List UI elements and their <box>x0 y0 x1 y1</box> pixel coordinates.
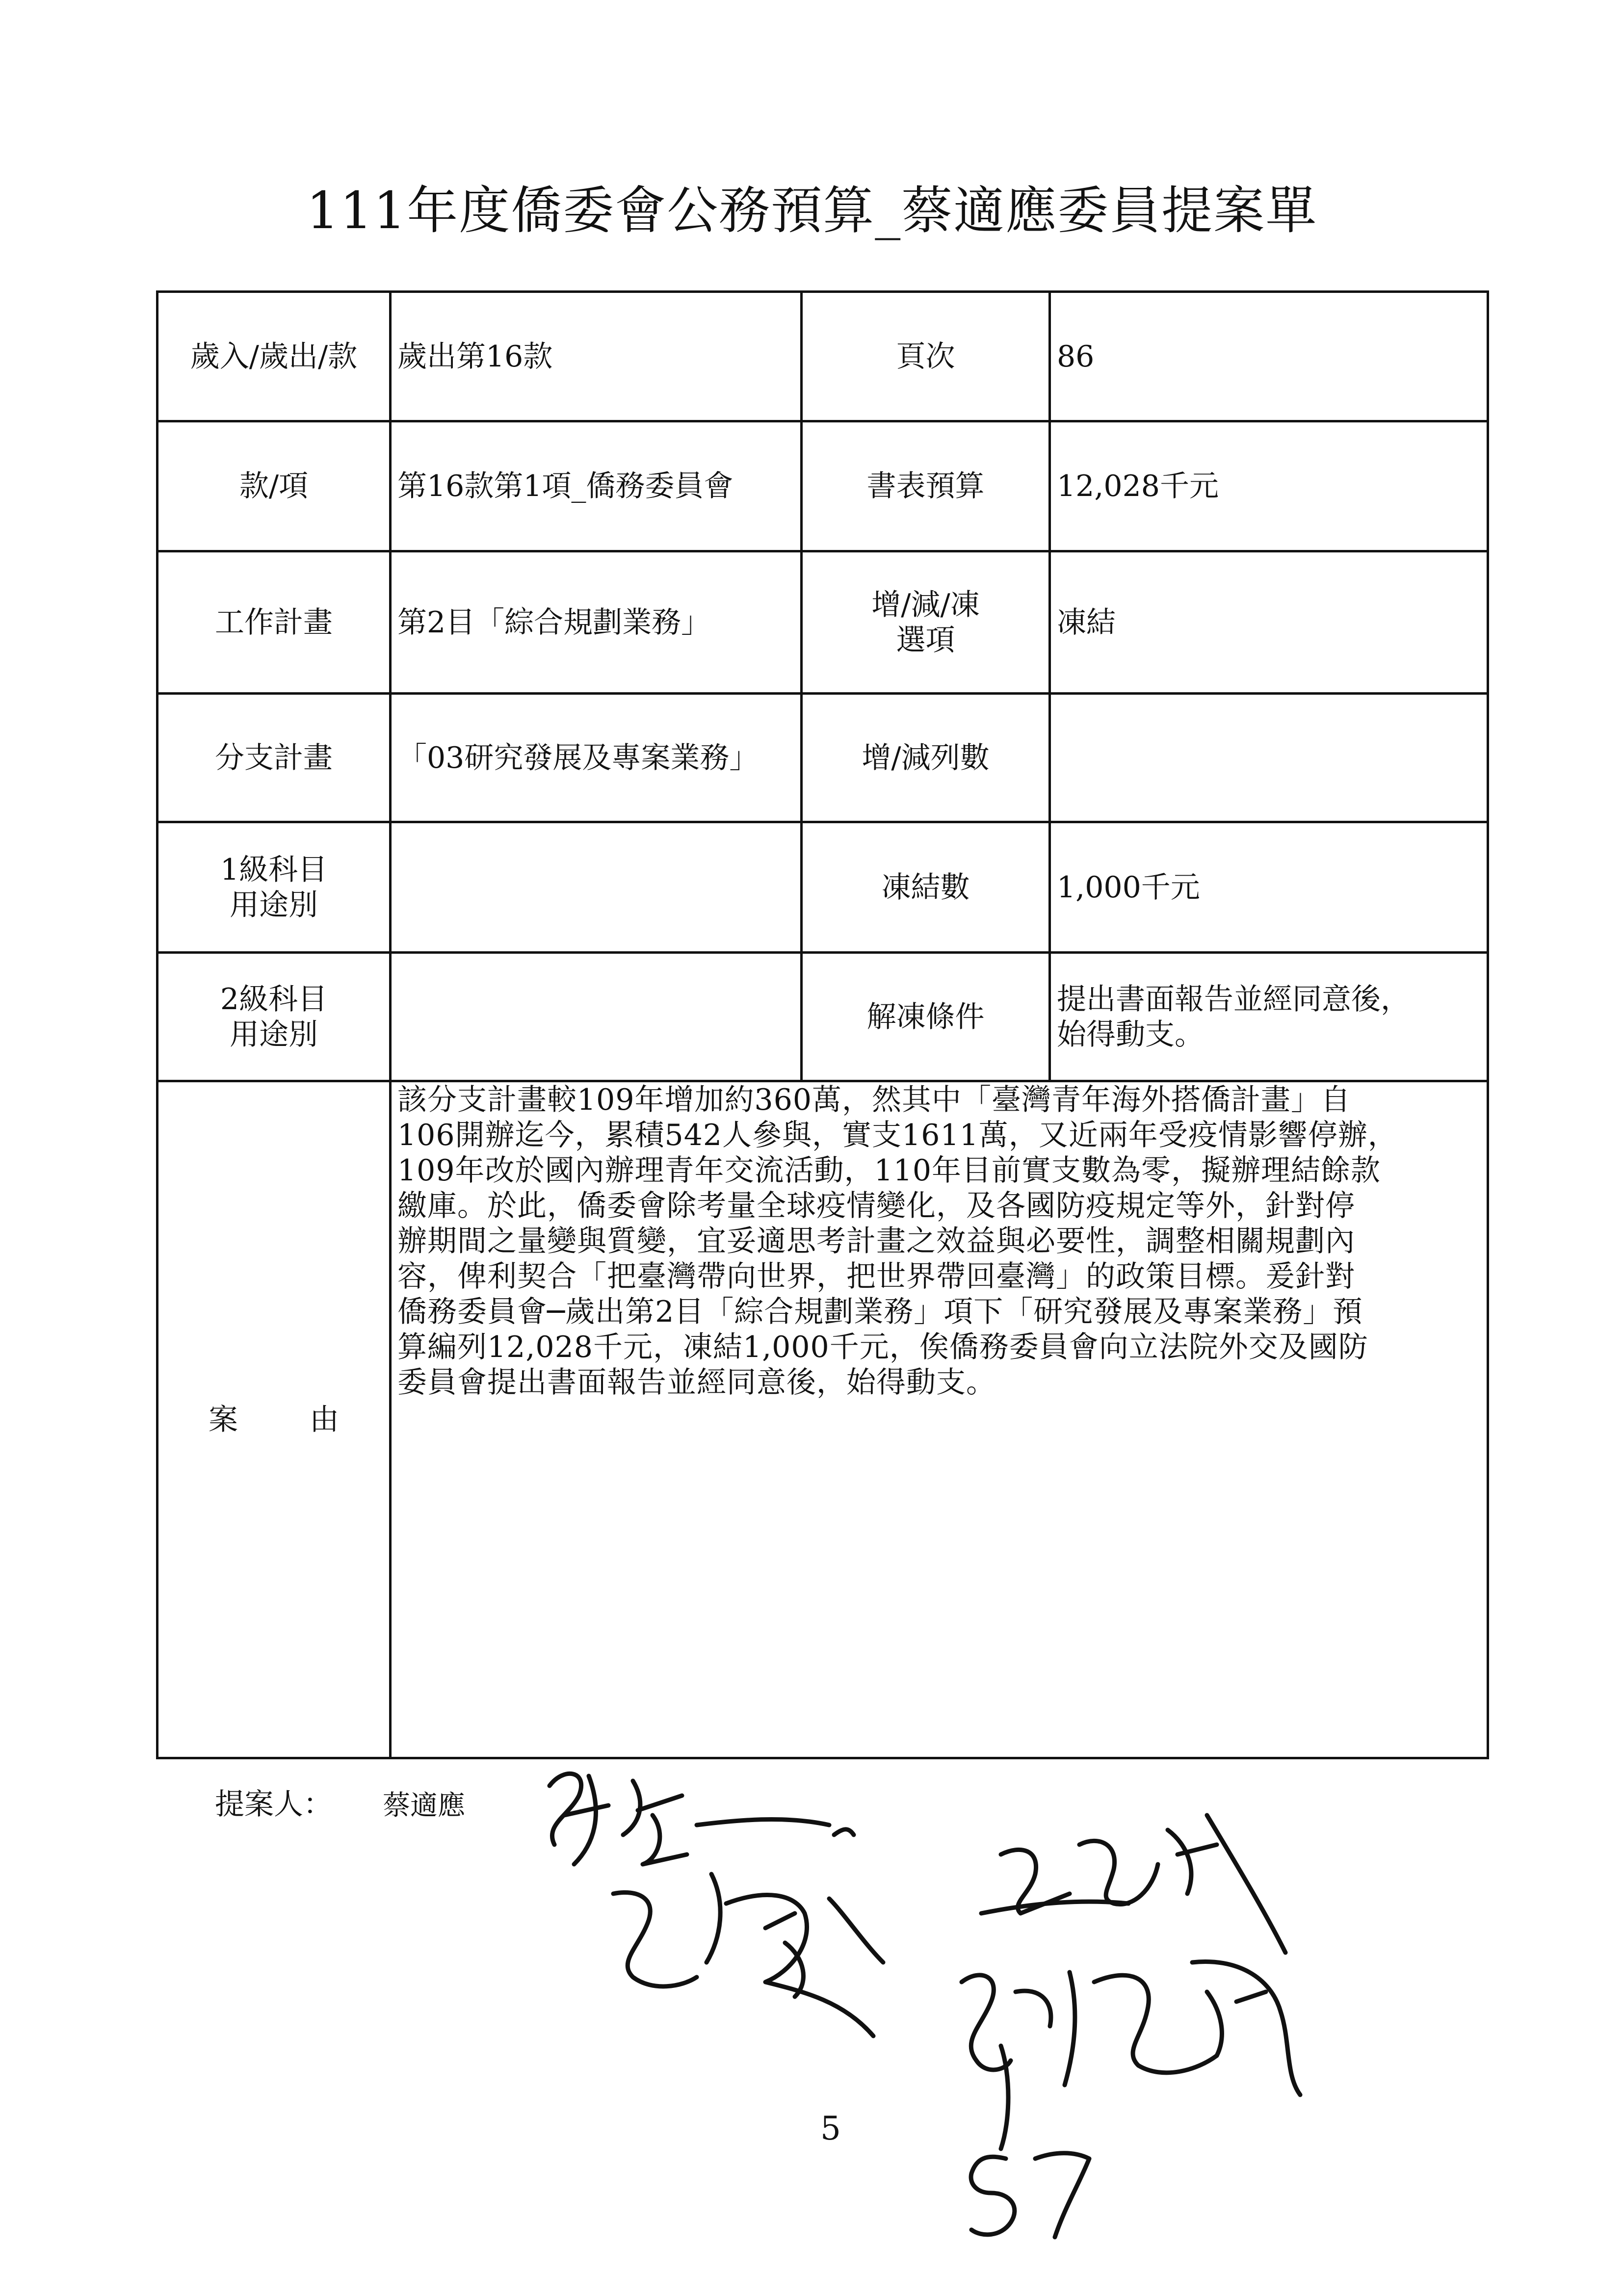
label-reason-char1: 案 <box>209 1402 238 1437</box>
value-page: 86 <box>1050 292 1488 421</box>
reason-line: 該分支計畫較109年增加約360萬，然其中「臺灣青年海外搭僑計畫」自 <box>397 1083 1351 1117</box>
reason-line: 109年改於國內辦理青年交流活動，110年目前實支數為零，擬辦理結餘款 <box>397 1153 1381 1188</box>
label-report-budget: 書表預算 <box>802 421 1050 551</box>
handwritten-signature-3 <box>981 1815 1285 1953</box>
reason-line: 容，俾利契合「把臺灣帶向世界，把世界帶回臺灣」的政策目標。爰針對 <box>397 1259 1355 1294</box>
unfreeze-condition-line1: 提出書面報告並經同意後， <box>1057 982 1410 1017</box>
proposer-label: 提案人： <box>215 1787 333 1822</box>
label-section-item: 款/項 <box>157 421 391 551</box>
reason-line: 辦期間之量變與質變，宜妥適思考計畫之效益與必要性，調整相關規劃內 <box>397 1224 1355 1258</box>
handwritten-signature-4 <box>962 1961 1300 2149</box>
value-branch-plan: 「03研究發展及專案業務」 <box>391 694 802 822</box>
label-level2-line1: 2級科目 <box>220 982 328 1017</box>
label-reason-char2: 由 <box>310 1402 339 1437</box>
label-branch-plan: 分支計畫 <box>157 694 391 822</box>
value-report-budget: 12,028千元 <box>1050 421 1488 551</box>
label-page: 頁次 <box>802 292 1050 421</box>
handwritten-mark-57 <box>971 2153 1089 2237</box>
value-work-plan: 第2目「綜合規劃業務」 <box>391 551 802 694</box>
value-option: 凍結 <box>1050 551 1488 694</box>
reason-line: 委員會提出書面報告並經同意後，始得動支。 <box>397 1365 996 1400</box>
label-option-line2: 選項 <box>896 623 955 657</box>
reason-line: 繳庫。於此，僑委會除考量全球疫情變化，及各國防疫規定等外，針對停 <box>397 1189 1355 1223</box>
handwritten-signature-1 <box>550 1774 854 1864</box>
proposer-name: 蔡適應 <box>383 1790 465 1822</box>
value-freeze-amount: 1,000千元 <box>1050 822 1488 953</box>
label-change-amount: 增/減列數 <box>802 694 1050 822</box>
handwritten-signature-2 <box>613 1874 883 2036</box>
unfreeze-condition-line2: 始得動支。 <box>1057 1017 1204 1052</box>
label-level1-line2: 用途別 <box>230 887 318 922</box>
label-option-line1: 增/減/凍 <box>871 587 980 622</box>
label-budget-type: 歲入/歲出/款 <box>157 292 391 421</box>
label-freeze-amount: 凍結數 <box>802 822 1050 953</box>
document-title: 111年度僑委會公務預算_蔡適應委員提案單 <box>306 181 1318 240</box>
reason-line: 僑務委員會─歲出第2目「綜合規劃業務」項下「研究發展及專案業務」預 <box>397 1295 1363 1329</box>
label-level1-line1: 1級科目 <box>220 852 328 887</box>
label-work-plan: 工作計畫 <box>157 551 391 694</box>
reason-line: 106開辦迄今，累積542人參與，實支1611萬，又近兩年受疫情影響停辦， <box>397 1118 1398 1152</box>
label-level2-line2: 用途別 <box>230 1017 318 1052</box>
value-section-item: 第16款第1項_僑務委員會 <box>391 421 802 551</box>
label-unfreeze-condition: 解凍條件 <box>802 953 1050 1081</box>
reason-line: 算編列12,028千元，凍結1,000千元，俟僑務委員會向立法院外交及國防 <box>397 1330 1368 1364</box>
page-number: 5 <box>820 2110 841 2147</box>
value-budget-type: 歲出第16款 <box>391 292 802 421</box>
